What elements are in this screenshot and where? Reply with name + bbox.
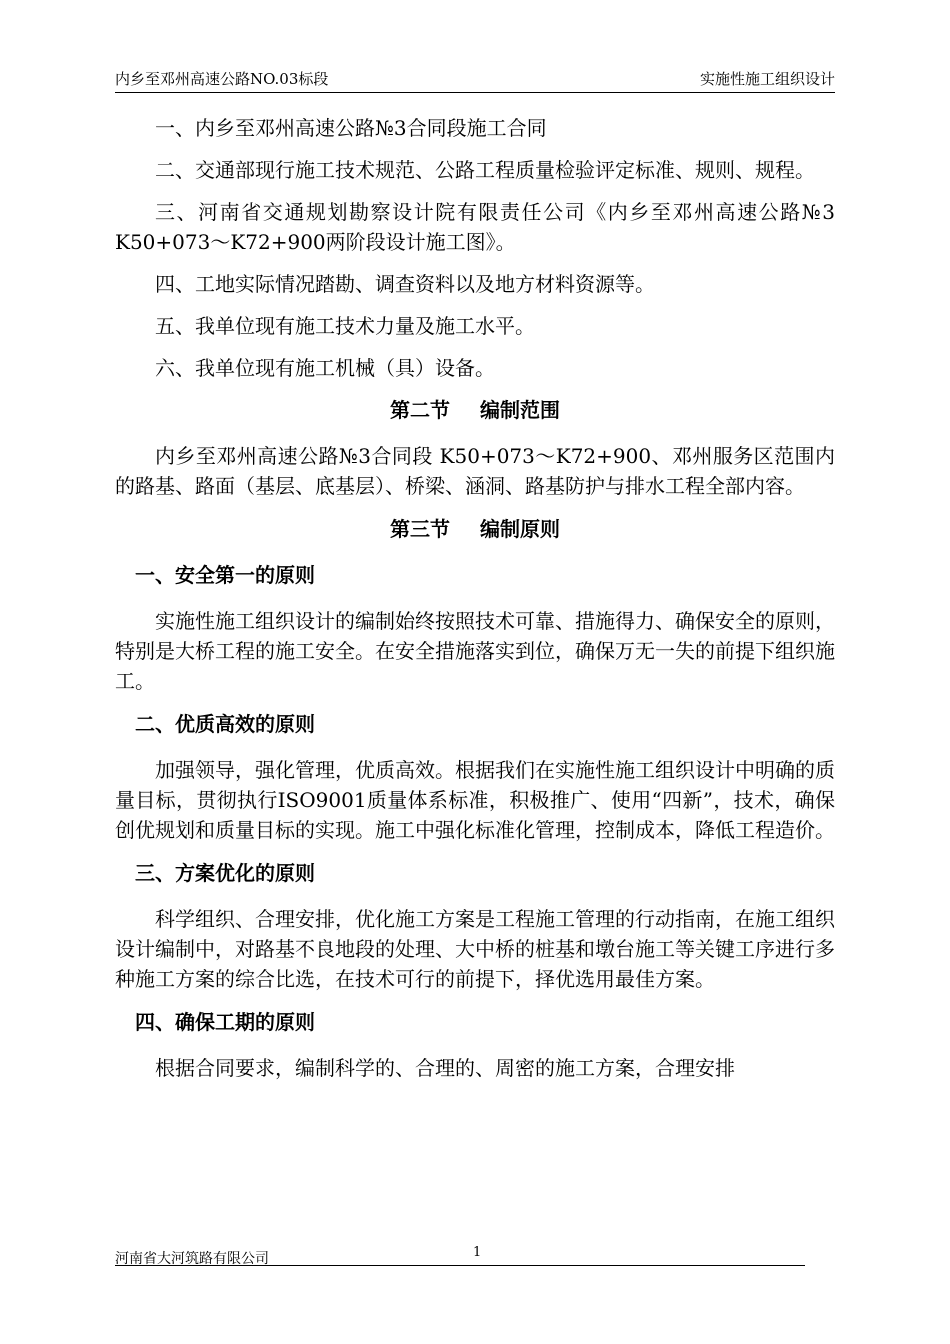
principle-heading: 二、优质高效的原则 xyxy=(135,712,315,736)
section-number: 第三节 xyxy=(390,517,450,541)
basis-item: 六、我单位现有施工机械（具）设备。 xyxy=(155,356,495,380)
footer-company: 河南省大河筑路有限公司 xyxy=(115,1251,269,1267)
basis-item: 二、交通部现行施工技术规范、公路工程质量检验评定标准、规则、规程。 xyxy=(155,158,815,182)
section-heading xyxy=(115,514,835,544)
scope-paragraph: 内乡至邓州高速公路№3合同段 K50+073～K72+900、邓州服务区范围内的路基、路面（基层、底基层）、桥梁、涵洞、路基防护与排水工程全部内容。 xyxy=(115,444,835,498)
principle-heading: 三、方案优化的原则 xyxy=(135,861,315,885)
header-document-title: 实施性施工组织设计 xyxy=(699,70,835,88)
page-header xyxy=(115,68,835,88)
basis-item: 五、我单位现有施工技术力量及施工水平。 xyxy=(155,314,535,338)
section-heading xyxy=(115,395,835,425)
basis-item: 四、工地实际情况踏勘、调查资料以及地方材料资源等。 xyxy=(155,272,655,296)
section-number: 第二节 xyxy=(390,398,450,422)
principle-paragraph: 加强领导，强化管理，优质高效。根据我们在实施性施工组织设计中明确的质量目标，贯彻执行ISO9001质量体系标准，积极推广、使用“四新”，技术，确保创优规划和质量目标的实现。施工中强化标准化管理，控制成本，降低工程造价。 xyxy=(115,758,835,842)
header-project-name: 内乡至邓州高速公路NO.03标段 xyxy=(115,70,329,88)
principle-heading: 一、安全第一的原则 xyxy=(135,563,315,587)
principle-paragraph: 实施性施工组织设计的编制始终按照技术可靠、措施得力、确保安全的原则，特别是大桥工程的施工安全。在安全措施落实到位，确保万无一失的前提下组织施工。 xyxy=(115,609,835,693)
page-number: 1 xyxy=(473,1245,482,1260)
section-title: 编制范围 xyxy=(480,398,560,422)
principle-heading: 四、确保工期的原则 xyxy=(135,1010,315,1034)
footer-divider xyxy=(115,1265,805,1266)
basis-item: 一、内乡至邓州高速公路№3合同段施工合同 xyxy=(155,116,547,140)
basis-item: 三、河南省交通规划勘察设计院有限责任公司《内乡至邓州高速公路№3 K50+073～K72+900两阶段设计施工图》。 xyxy=(115,200,835,254)
principle-paragraph: 科学组织、合理安排，优化施工方案是工程施工管理的行动指南，在施工组织设计编制中，对路基不良地段的处理、大中桥的桩基和墩台施工等关键工序进行多种施工方案的综合比选，在技术可行的前提下，择优选用最佳方案。 xyxy=(115,907,835,991)
section-title: 编制原则 xyxy=(480,517,560,541)
principle-paragraph: 根据合同要求，编制科学的、合理的、周密的施工方案，合理安排 xyxy=(155,1056,735,1080)
page-body xyxy=(115,113,835,1096)
header-divider xyxy=(115,92,835,93)
